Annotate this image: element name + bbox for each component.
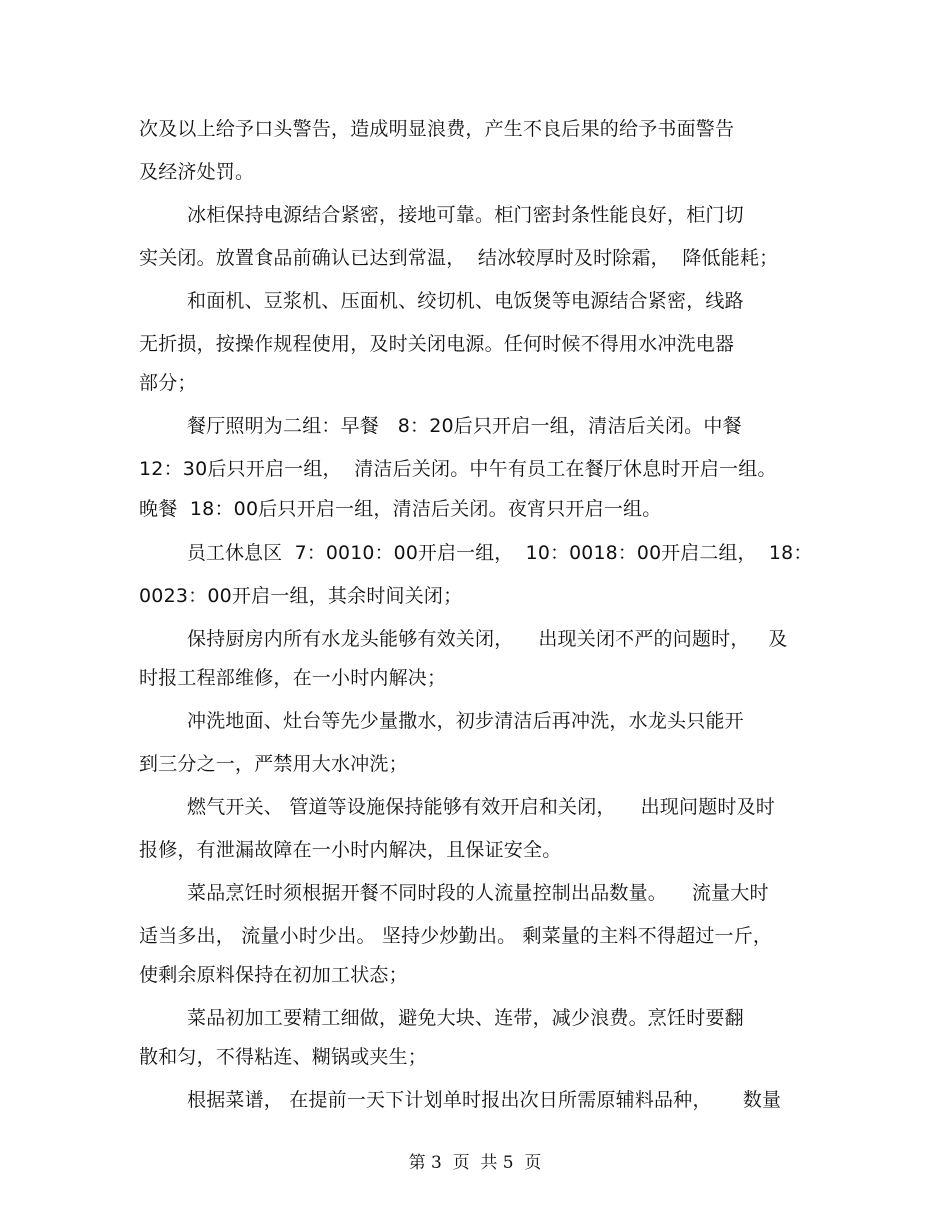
body-line-15: 冲洗地面、灶台等先少量撒水，初步清洁后再冲洗，水龙头只能开	[187, 710, 744, 732]
body-line-11: 员工休息区 7：0010：00开启一组， 10：0018：00开启二组， 18：	[187, 542, 813, 564]
body-line-14: 时报工程部维修，在一小时内解决；	[139, 667, 447, 689]
body-line-2: 及经济处罚。	[139, 161, 255, 183]
body-line-4: 实关闭。放置食品前确认已达到常温， 结冰较厚时及时除霜， 降低能耗；	[139, 247, 779, 269]
body-line-22: 菜品初加工要精工细做，避免大块、连带，减少浪费。烹饪时要翻	[187, 1007, 744, 1029]
body-line-16: 到三分之一，严禁用大水冲洗；	[139, 753, 408, 775]
page-footer: 第 3 页 共 5 页	[408, 1153, 542, 1173]
body-line-6: 无折损，按操作规程使用，及时关闭电源。任何时候不得用水冲洗电器	[139, 333, 735, 355]
body-line-7: 部分；	[139, 372, 197, 394]
body-line-18: 报修，有泄漏故障在一小时内解决，且保证安全。	[139, 839, 562, 861]
body-line-17: 燃气开关、 管道等设施保持能够有效开启和关闭， 出现问题时及时	[187, 796, 775, 818]
body-line-12: 0023：00开启一组，其余时间关闭；	[139, 585, 463, 607]
body-line-19: 菜品烹饪时须根据开餐不同时段的人流量控制出品数量。 流量大时	[187, 882, 769, 904]
body-line-24: 根据菜谱， 在提前一天下计划单时报出次日所需原辅料品种， 数量	[187, 1089, 782, 1111]
body-line-3: 冰柜保持电源结合紧密，接地可靠。柜门密封条性能良好，柜门切	[187, 204, 744, 226]
body-line-20: 适当多出， 流量小时少出。 坚持少炒勤出。 剩菜量的主料不得超过一斤，	[139, 925, 773, 947]
body-line-8: 餐厅照明为二组：早餐 8：20后只开启一组，清洁后关闭。中餐	[187, 415, 742, 437]
body-line-21: 使剩余原料保持在初加工状态；	[139, 964, 408, 986]
body-line-10: 晚餐 18：00后只开启一组，清洁后关闭。夜宵只开启一组。	[139, 498, 662, 520]
body-line-13: 保持厨房内所有水龙头能够有效关闭， 出现关闭不严的问题时， 及	[187, 628, 788, 650]
body-line-23: 散和匀，不得粘连、糊锅或夹生；	[139, 1046, 428, 1068]
body-line-5: 和面机、豆浆机、压面机、绞切机、电饭煲等电源结合紧密，线路	[187, 290, 744, 312]
body-line-9: 12：30后只开启一组， 清洁后关闭。中午有员工在餐厅休息时开启一组。	[139, 458, 777, 480]
body-line-1: 次及以上给予口头警告，造成明显浪费，产生不良后果的给予书面警告	[139, 118, 735, 140]
